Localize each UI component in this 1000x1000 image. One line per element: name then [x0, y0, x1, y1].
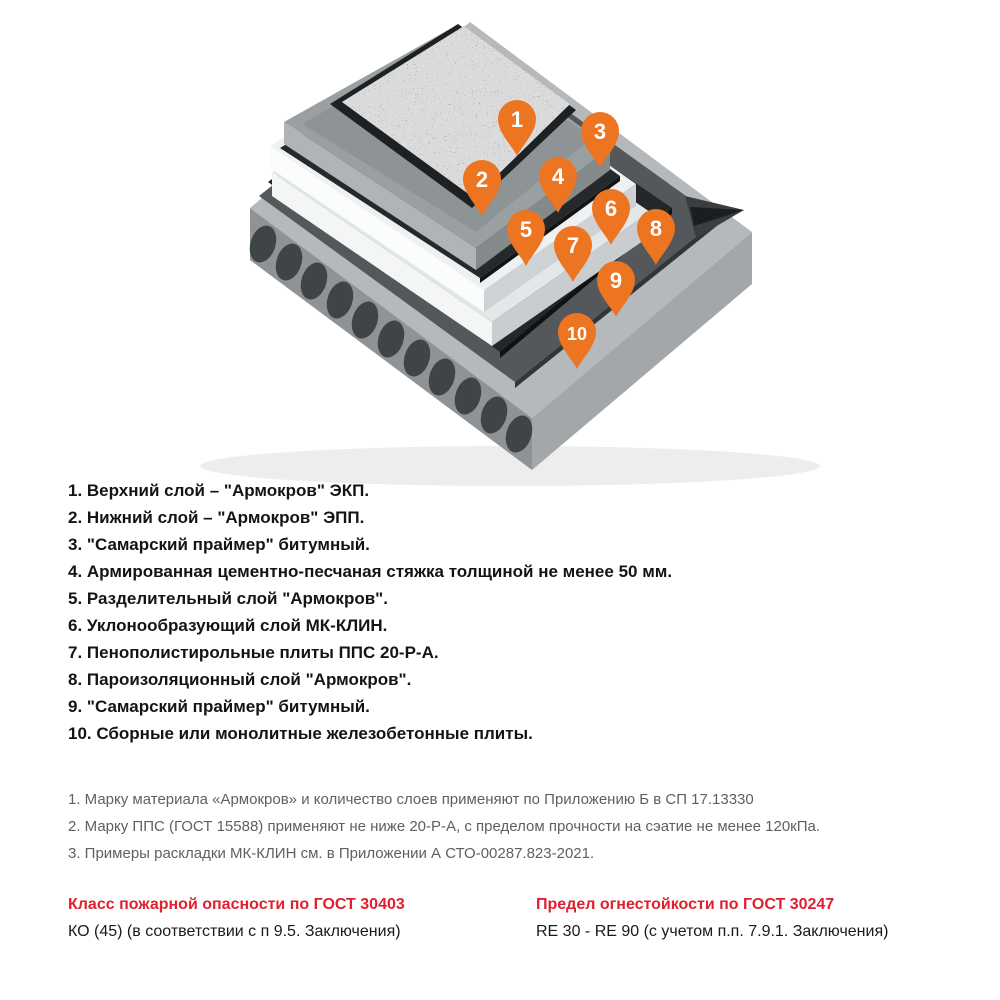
- marker-pin-8: [635, 208, 677, 266]
- marker-pin-4: [537, 156, 579, 214]
- legend-item-8: 8. Пароизоляционный слой "Армокров".: [68, 670, 412, 689]
- layer-legend-list: [68, 477, 788, 747]
- legend-item-5: 5. Разделительный слой "Армокров".: [68, 589, 388, 608]
- legend-item-9: 9. "Самарский праймер" битумный.: [68, 697, 370, 716]
- legend-item-1: 1. Верхний слой – "Армокров" ЭКП.: [68, 481, 370, 500]
- marker-pin-2: [461, 159, 503, 217]
- pin-number: 2: [475, 167, 489, 192]
- legend-item-4: 4. Армированная цементно-песчаная стяжка толщиной не менее 50 мм.: [68, 562, 673, 581]
- fire-hazard-class-heading: Класс пожарной опасности по ГОСТ 30403: [68, 896, 405, 913]
- legend-item-3: 3. "Самарский праймер" битумный.: [68, 535, 370, 554]
- pin-number: 10: [566, 324, 588, 344]
- marker-pin-6: [590, 188, 632, 246]
- footnote-2: 2. Марку ППС (ГОСТ 15588) применяют не ниже 20-Р-А, с пределом прочности на сэатие не менее 120кПа.: [68, 818, 821, 835]
- legend-item-2: 2. Нижний слой – "Армокров" ЭПП.: [68, 508, 365, 527]
- marker-pin-9: [595, 260, 637, 318]
- pin-number: 8: [649, 216, 663, 241]
- footnote-1: 1. Марку материала «Армокров» и количество слоев применяют по Приложению Б в СП 17.13330: [68, 791, 754, 808]
- marker-pin-5: [505, 209, 547, 267]
- marker-pin-10: [556, 312, 598, 370]
- pin-number: 3: [593, 119, 607, 144]
- marker-pin-1: [496, 99, 538, 157]
- marker-pin-7: [552, 225, 594, 283]
- legend-item-6: 6. Уклонообразующий слой МК-КЛИН.: [68, 616, 388, 635]
- pin-number: 9: [609, 268, 623, 293]
- marker-pin-3: [579, 111, 621, 169]
- legend-item-10: 10. Сборные или монолитные железобетонные плиты.: [68, 724, 533, 743]
- pin-number: 1: [510, 107, 524, 132]
- fire-resistance-heading: Предел огнестойкости по ГОСТ 30247: [536, 896, 835, 913]
- footnotes: [68, 786, 868, 867]
- fire-resistance-value: RE 30 - RE 90 (с учетом п.п. 7.9.1. Заключения): [536, 923, 889, 940]
- fire-hazard-class-value: КО (45) (в соответствии с п 9.5. Заключения): [68, 923, 401, 940]
- pin-number: 4: [551, 164, 565, 189]
- fire-resistance-block: [536, 895, 976, 942]
- roof-layers-illustration: [140, 10, 920, 490]
- legend-item-7: 7. Пенополистирольные плиты ППС 20-Р-А.: [68, 643, 439, 662]
- pin-number: 5: [519, 217, 533, 242]
- pin-number: 6: [604, 196, 618, 221]
- footnote-3: 3. Примеры раскладки МК-КЛИН см. в Приложении А СТО-00287.823-2021.: [68, 845, 595, 862]
- fire-hazard-class-block: [68, 895, 508, 942]
- pin-number: 7: [566, 233, 580, 258]
